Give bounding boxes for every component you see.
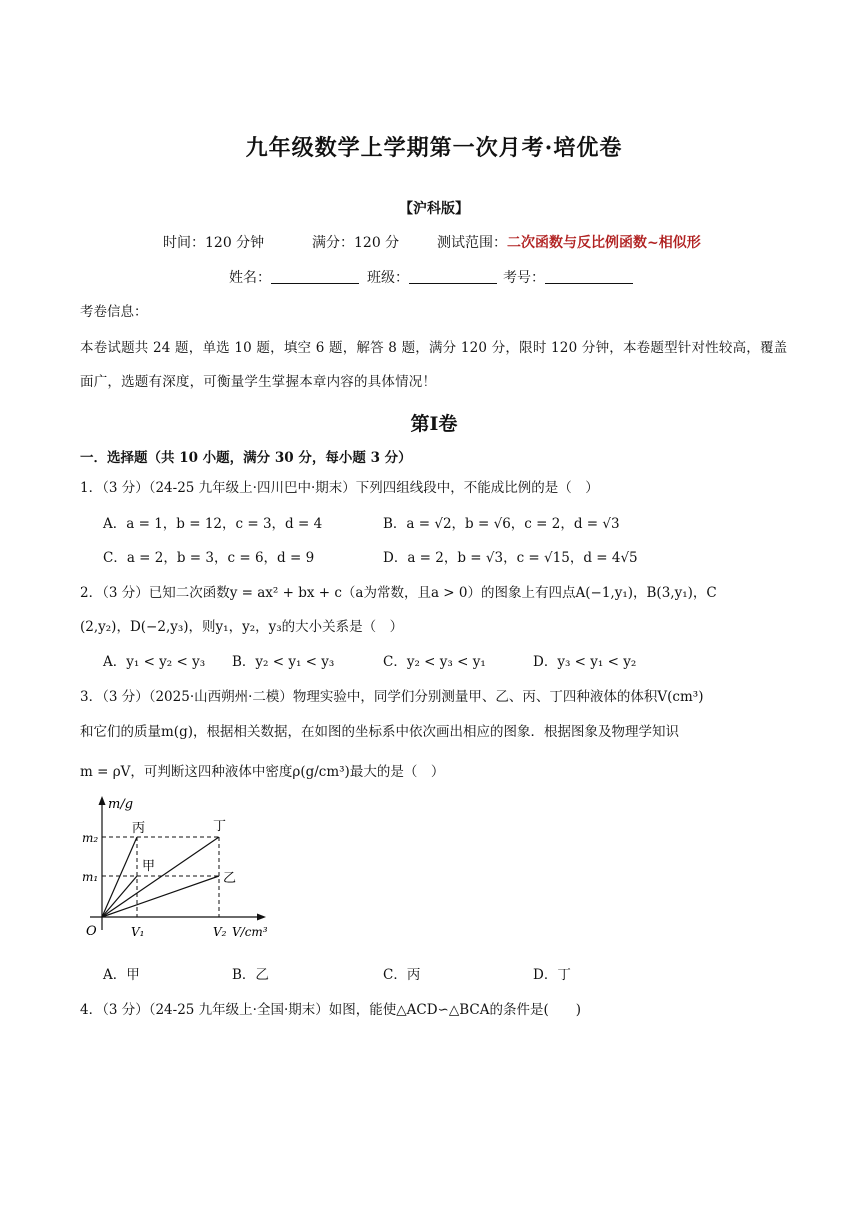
q4-stem: 4．（3 分）（24-25 九年级上·全国·期末）如图，能使△ACD∽△BCA的条件是( ): [80, 1002, 582, 1018]
exam-range: [437, 232, 701, 252]
exam-range-label: 测试范围：: [437, 235, 507, 251]
x-axis-arrow: [257, 914, 266, 921]
q1-stem: 1．（3 分）（24-25 九年级上·四川巴中·期末）下列四组线段中，不能成比例的是（ ）: [80, 480, 599, 496]
exam-range-value: 二次函数与反比例函数~相似形: [507, 235, 701, 251]
v2-label: V₂: [213, 925, 227, 939]
q2-option-c[interactable]: C．y₂ < y₃ < y₁: [383, 654, 486, 670]
section-title: 一．选择题（共 10 小题，满分 30 分，每小题 3 分）: [80, 450, 412, 466]
y-axis-label: m/g: [108, 797, 134, 812]
name-label: 姓名：: [229, 270, 271, 286]
origin-label: O: [86, 924, 97, 939]
q3-option-a[interactable]: A．甲: [103, 967, 140, 983]
jia-label: 甲: [142, 859, 156, 874]
number-blank[interactable]: [545, 269, 633, 284]
y-axis-arrow: [99, 796, 106, 805]
q1-option-a[interactable]: A．a = 1，b = 12，c = 3，d = 4: [103, 516, 323, 532]
q1-option-d[interactable]: D．a = 2，b = √3，c = √15，d = 4√5: [383, 550, 638, 566]
q2-line1: 2．（3 分）已知二次函数y = ax² + bx + c（a为常数，且a > 0）的图象上有四点A(−1,y₁)，B(3,y₁)，C: [80, 585, 717, 601]
name-blank[interactable]: [271, 269, 359, 284]
info-text: 本卷试题共 24 题，单选 10 题，填空 6 题，解答 8 题，满分 120 分，限时 120 分钟，本卷题型针对性较高，覆盖面广，选题有深度，可衡量学生掌握本章内容的具体情况！: [80, 340, 788, 390]
edition-label: 【沪科版】: [399, 201, 469, 217]
q3-option-b[interactable]: B．乙: [232, 967, 269, 983]
q3-line2: 和它们的质量m(g)，根据相关数据，在如图的坐标系中依次画出相应的图象．根据图象及物理学知识: [80, 724, 679, 740]
m1-label: m₁: [82, 870, 99, 884]
class-field[interactable]: [367, 267, 497, 287]
volume-title: 第Ⅰ卷: [410, 413, 458, 435]
q1-option-c[interactable]: C．a = 2，b = 3，c = 6，d = 9: [103, 550, 315, 566]
class-label: 班级：: [367, 270, 409, 286]
info-heading: 考卷信息：: [80, 304, 148, 320]
q1-option-b[interactable]: B．a = √2，b = √6，c = 2，d = √3: [383, 516, 620, 532]
q3-option-c[interactable]: C．丙: [383, 967, 421, 983]
q3-line1: 3．（3 分）（2025·山西朔州·二模）物理实验中，同学们分别测量甲、乙、丙、丁四种液体的体积V(cm³): [80, 689, 704, 705]
number-label: 考号：: [503, 270, 545, 286]
q2-option-b[interactable]: B．y₂ < y₁ < y₃: [232, 654, 335, 670]
ding-label: 丁: [213, 819, 227, 834]
v1-label: V₁: [131, 925, 145, 939]
q3-option-d[interactable]: D．丁: [533, 967, 571, 983]
exam-score: 满分：120 分: [312, 235, 400, 251]
page-title: 九年级数学上学期第一次月考·培优卷: [245, 135, 623, 161]
q2-option-d[interactable]: D．y₃ < y₁ < y₂: [533, 654, 637, 670]
q2-option-a[interactable]: A．y₁ < y₂ < y₃: [103, 654, 206, 670]
number-field[interactable]: [503, 267, 633, 287]
bing-label: 丙: [132, 821, 146, 836]
m2-label: m₂: [82, 831, 99, 845]
q3-line3: m = ρV，可判断这四种液体中密度ρ(g/cm³)最大的是（ ）: [80, 764, 445, 780]
q2-line2: (2,y₂)，D(−2,y₃)，则y₁，y₂，y₃的大小关系是（ ）: [80, 619, 404, 635]
yi-label: 乙: [223, 871, 237, 886]
name-field[interactable]: [229, 267, 359, 287]
x-axis-label: V/cm³: [232, 925, 268, 939]
q3-figure: [70, 790, 290, 950]
exam-time: 时间：120 分钟: [163, 235, 265, 251]
class-blank[interactable]: [409, 269, 497, 284]
